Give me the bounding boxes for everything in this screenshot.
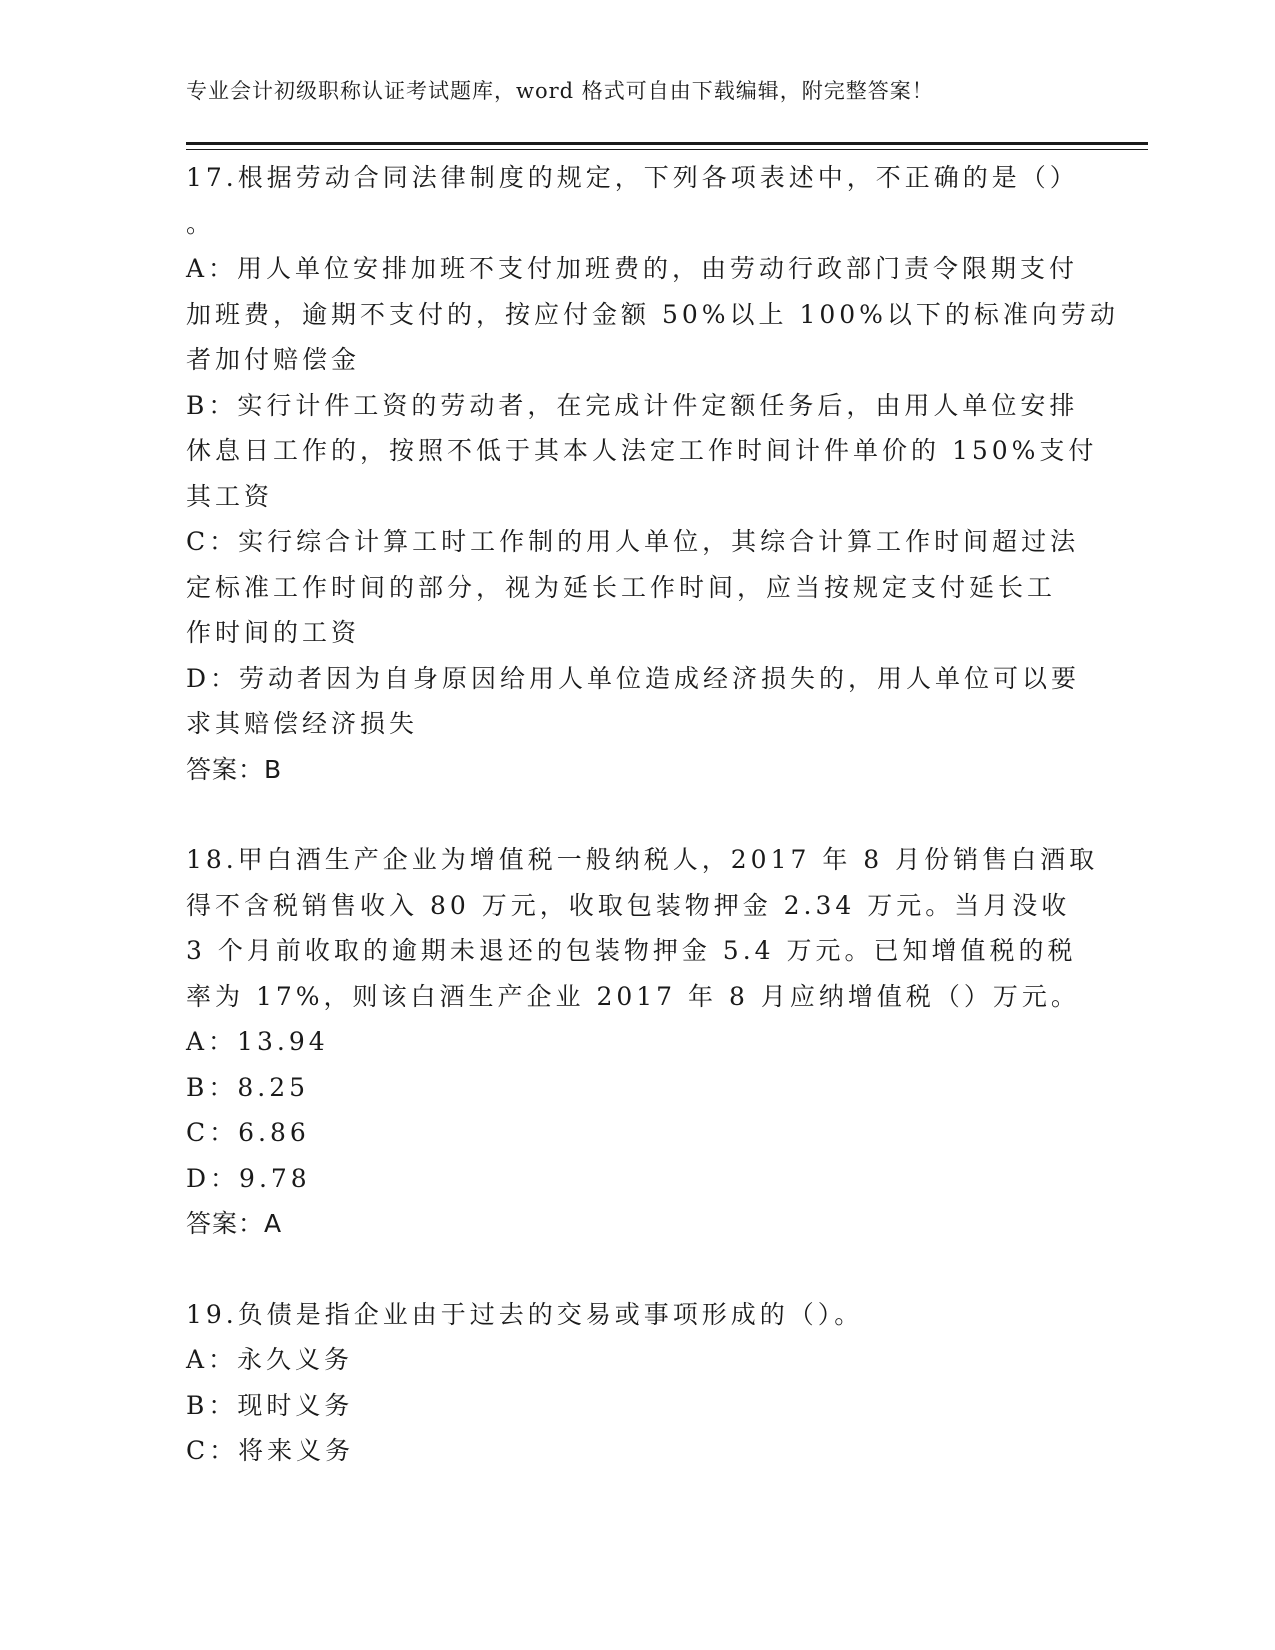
question-18-answer: 答案：A <box>186 1209 283 1238</box>
question-17-option-a-cont: 加班费，逾期不支付的，按应付金额 50%以上 100%以下的标准向劳动 <box>186 299 1119 329</box>
question-17-option-a-cont: 者加付赔偿金 <box>186 345 361 374</box>
question-18-option-d: D：9.78 <box>186 1163 311 1193</box>
question-18-stem: 18.甲白酒生产企业为增值税一般纳税人，2017 年 8 月份销售白酒取 <box>186 845 1099 874</box>
question-19-option-b: B：现时义务 <box>186 1390 354 1420</box>
question-19 <box>186 1292 1066 1474</box>
question-list <box>186 155 1119 1474</box>
question-17-option-d: D：劳动者因为自身原因给用人单位造成经济损失的，用人单位可以要 <box>186 663 1081 693</box>
page-header: 专业会计初级职称认证考试题库，word 格式可自由下载编辑，附完整答案！ <box>186 79 934 103</box>
question-17 <box>186 155 1119 792</box>
question-19-stem: 19.负债是指企业由于过去的交易或事项形成的（）。 <box>186 1299 864 1329</box>
question-18-stem-cont: 率为 17%，则该白酒生产企业 2017 年 8 月应纳增值税（）万元。 <box>186 981 1080 1011</box>
question-17-option-b-cont: 休息日工作的，按照不低于其本人法定工作时间计件单价的 150%支付 <box>186 436 1098 465</box>
question-spacer <box>186 1247 1066 1292</box>
question-17-stem-cont: 。 <box>186 208 216 238</box>
question-18-stem-cont: 得不含税销售收入 80 万元，收取包装物押金 2.34 万元。当月没收 <box>186 890 1071 920</box>
question-19-option-a: A：永久义务 <box>186 1345 354 1374</box>
question-17-answer: 答案：B <box>186 754 283 784</box>
question-17-option-c: C：实行综合计算工时工作制的用人单位，其综合计算工作时间超过法 <box>186 527 1080 556</box>
question-17-option-b-cont: 其工资 <box>186 481 274 511</box>
question-18-stem-cont: 3 个月前收取的逾期未退还的包装物押金 5.4 万元。已知增值税的税 <box>186 936 1077 965</box>
question-17-option-c-cont: 作时间的工资 <box>186 618 361 647</box>
question-17-option-b: B：实行计件工资的劳动者，在完成计件定额任务后，由用人单位安排 <box>186 390 1079 420</box>
header-rule-thick <box>186 142 1148 145</box>
header-rule-thin <box>186 149 1148 150</box>
question-17-option-c-cont: 定标准工作时间的部分，视为延长工作时间，应当按规定支付延长工 <box>186 572 1057 602</box>
question-17-option-a: A：用人单位安排加班不支付加班费的，由劳动行政部门责令限期支付 <box>186 254 1079 283</box>
question-19-option-c: C：将来义务 <box>186 1436 355 1465</box>
question-18-option-c: C：6.86 <box>186 1118 310 1147</box>
question-17-stem: 17.根据劳动合同法律制度的规定，下列各项表述中，不正确的是（） <box>186 163 1079 192</box>
question-spacer <box>186 792 1066 837</box>
question-18 <box>186 837 1099 1247</box>
question-17-option-d-cont: 求其赔偿经济损失 <box>186 709 419 738</box>
question-18-option-a: A：13.94 <box>186 1027 329 1056</box>
question-18-option-b: B：8.25 <box>186 1072 310 1102</box>
